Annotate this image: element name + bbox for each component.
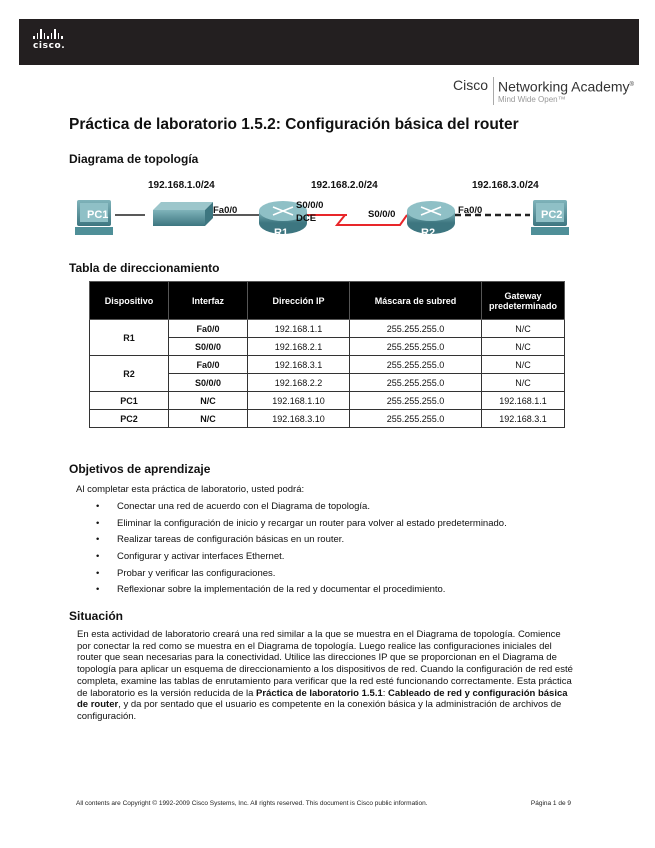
r2-s-label: S0/0/0: [368, 209, 396, 220]
addressing-heading: Tabla de direccionamiento: [69, 261, 220, 275]
cell-mask: 255.255.255.0: [350, 338, 482, 356]
col-ip: Dirección IP: [248, 282, 350, 320]
cell-device: PC1: [90, 392, 169, 410]
cell-ip: 192.168.2.2: [248, 374, 350, 392]
scenario-lab-title: Cableado de red y configuración básica de router: [77, 687, 568, 711]
cell-ip: 192.168.1.1: [248, 320, 350, 338]
cell-gateway: N/C: [482, 356, 565, 374]
cell-interface: S0/0/0: [169, 374, 248, 392]
cell-mask: 255.255.255.0: [350, 392, 482, 410]
cell-ip: 192.168.1.10: [248, 392, 350, 410]
cell-mask: 255.255.255.0: [350, 320, 482, 338]
list-item: • Realizar tareas de configuración básicas en un router.: [96, 534, 507, 551]
cell-mask: 255.255.255.0: [350, 356, 482, 374]
scenario-colon: :: [382, 687, 389, 699]
cell-gateway: N/C: [482, 320, 565, 338]
cell-interface: Fa0/0: [169, 320, 248, 338]
page-footer: [76, 800, 571, 807]
table-header-row: [90, 282, 565, 320]
addressing-table: [89, 281, 565, 428]
academy-name: Networking Academy: [498, 78, 630, 95]
topology-diagram: [75, 178, 585, 250]
network-label-2: 192.168.2.0/24: [311, 180, 378, 191]
col-mask: Máscara de subred: [350, 282, 482, 320]
list-item: • Configurar y activar interfaces Ethernet.: [96, 551, 507, 568]
academy-brand: Cisco: [453, 77, 489, 93]
r1-dce-label: DCE: [296, 213, 317, 224]
topology-heading: Diagrama de topología: [69, 152, 199, 166]
r2-fa-label: Fa0/0: [458, 205, 483, 216]
scenario-paragraph: [77, 629, 577, 723]
cell-ip: 192.168.3.1: [248, 356, 350, 374]
scenario-text: En esta actividad de laboratorio creará una red similar a la que se muestra en el Diagrama de topología. Comience por conectar la red como se muestra en el Diagrama de topología. Luego realice las configuraciones iniciales del router que sean necesarias para la conectividad. Utilice las direcciones IP que se proporcionan en el Diagrama de topología para aplicar un esquema de direccionamiento a los dispositivos de red. Cuando la configuración de red esté completa, examine las tablas de enrutamiento para verificar que la red esté funcionando correctamente. Esta práctica de laboratorio es la versión reducida de la: [77, 629, 573, 699]
table-row: [90, 410, 565, 428]
cisco-bars-icon: [33, 29, 65, 39]
col-device: Dispositivo: [90, 282, 169, 320]
network-label-1: 192.168.1.0/24: [148, 180, 215, 191]
list-item: • Conectar una red de acuerdo con el Diagrama de topología.: [96, 501, 507, 518]
cell-ip: 192.168.3.10: [248, 410, 350, 428]
cell-gateway: N/C: [482, 338, 565, 356]
page-number: Página 1 de 9: [530, 800, 571, 807]
table-row: [90, 356, 565, 374]
cell-interface: Fa0/0: [169, 356, 248, 374]
pc1-label: PC1: [87, 209, 109, 221]
cisco-logo: [33, 29, 65, 51]
r2-label: R2: [421, 227, 436, 239]
academy-tagline: Mind Wide Open™: [498, 94, 566, 104]
r1-s-label: S0/0/0: [296, 200, 324, 211]
col-gateway: Gateway predeterminado: [482, 282, 565, 320]
col-interface: Interfaz: [169, 282, 248, 320]
list-item: • Probar y verificar las configuraciones.: [96, 568, 507, 585]
cell-interface: N/C: [169, 392, 248, 410]
cell-gateway: N/C: [482, 374, 565, 392]
objectives-heading: Objetivos de aprendizaje: [69, 462, 211, 476]
list-item: • Eliminar la configuración de inicio y recargar un router para volver al estado predeterminado.: [96, 518, 507, 535]
objectives-list: [96, 501, 507, 601]
r1-label: R1: [274, 227, 289, 239]
table-row: [90, 320, 565, 338]
pc2-label: PC2: [541, 209, 563, 221]
copyright-notice: All contents are Copyright © 1992-2009 Cisco Systems, Inc. All rights reserved. This document is Cisco public information.: [76, 800, 428, 807]
networking-academy-logo: [453, 77, 634, 105]
cell-ip: 192.168.2.1: [248, 338, 350, 356]
cell-device: R1: [90, 320, 169, 356]
cell-interface: S0/0/0: [169, 338, 248, 356]
network-label-3: 192.168.3.0/24: [472, 180, 539, 191]
scenario-lab-ref: Práctica de laboratorio 1.5.1: [256, 687, 383, 699]
scenario-text-end: , y da por sentado que el usuario es competente en la conexión básica y la administración de archivos de configuración.: [77, 699, 562, 722]
list-item: • Reflexionar sobre la implementación de la red y documentar el procedimiento.: [96, 584, 507, 601]
cell-gateway: 192.168.1.1: [482, 392, 565, 410]
table-row: [90, 392, 565, 410]
academy-divider: [493, 77, 494, 105]
cisco-wordmark: cisco.: [33, 41, 66, 51]
cell-device: R2: [90, 356, 169, 392]
cell-device: PC2: [90, 410, 169, 428]
scenario-heading: Situación: [69, 609, 124, 623]
cell-mask: 255.255.255.0: [350, 410, 482, 428]
r1-fa-label: Fa0/0: [213, 205, 238, 216]
academy-reg: ®: [629, 82, 634, 88]
cell-gateway: 192.168.3.1: [482, 410, 565, 428]
objectives-intro: Al completar esta práctica de laboratorio, usted podrá:: [76, 484, 305, 495]
switch-icon: [153, 202, 213, 226]
document-title: Práctica de laboratorio 1.5.2: Configuración básica del router: [69, 116, 519, 133]
cell-interface: N/C: [169, 410, 248, 428]
header-banner: [19, 19, 639, 65]
cell-mask: 255.255.255.0: [350, 374, 482, 392]
